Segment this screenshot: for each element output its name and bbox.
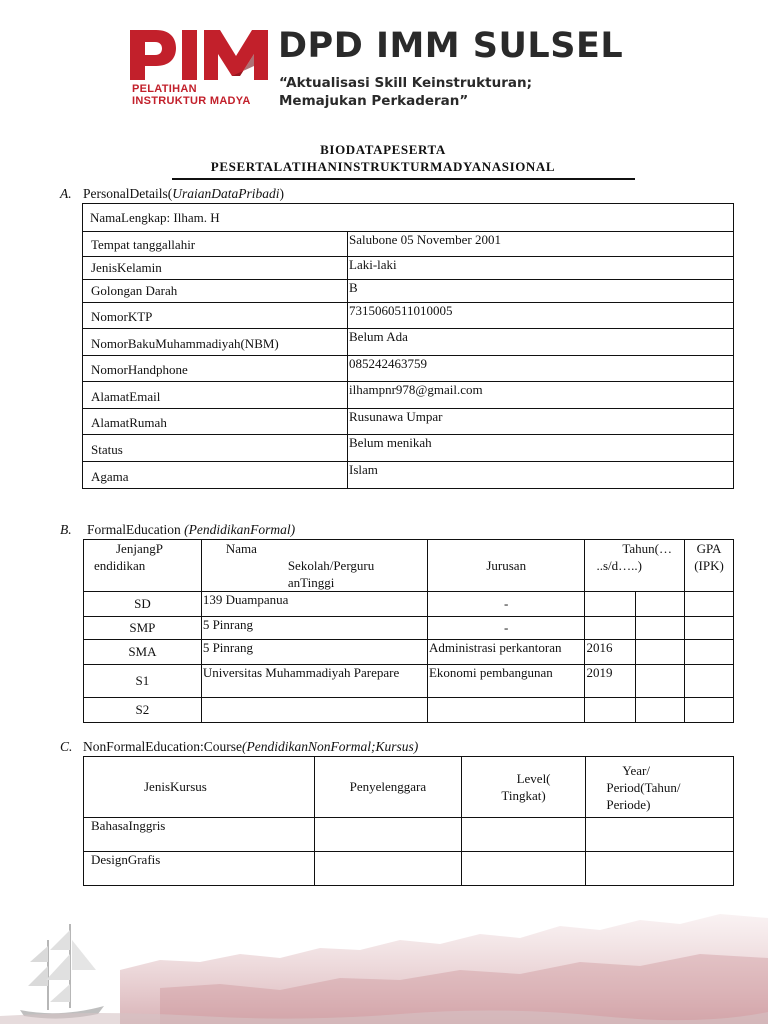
document-header	[128, 26, 668, 112]
header-penyelenggara: Penyelenggara	[315, 757, 462, 818]
row-label: NomorHandphone	[83, 356, 348, 382]
tagline-line2: Memajukan Perkaderan”	[279, 93, 469, 109]
cell-year-to	[636, 592, 685, 617]
section-b-label-italic: (PendidikanFormal)	[184, 522, 296, 537]
header-nama-l2: Sekolah/Perguru	[287, 558, 375, 573]
tagline	[279, 74, 532, 110]
section-c-label: NonFormalEducation:Course	[83, 739, 242, 754]
section-c-label-italic: (PendidikanNonFormal;Kursus)	[241, 739, 419, 754]
section-a-label: PersonalDetails(	[83, 186, 173, 201]
table-row	[83, 232, 734, 257]
table-row	[83, 329, 734, 356]
header-year-l2: Period(Tahun/	[606, 779, 681, 795]
section-b-heading	[60, 522, 295, 538]
table-row	[84, 665, 734, 698]
cell-major: -	[427, 617, 585, 640]
pim-logo-mark-icon	[128, 26, 274, 82]
logo-sub-line1: PELATIHAN	[132, 83, 197, 95]
table-row	[84, 818, 734, 852]
header-nama-l1: Nama	[225, 541, 257, 556]
cell-gpa	[685, 665, 734, 698]
row-value: B	[348, 280, 734, 303]
row-label: Status	[83, 435, 348, 462]
cell-school: 139 Duampanua	[201, 592, 427, 617]
row-label: Golongan Darah	[83, 280, 348, 303]
brand-title: DPD IMM SULSEL	[278, 26, 624, 66]
section-c-heading	[60, 739, 418, 755]
row-label: AlamatEmail	[83, 382, 348, 409]
header-jenjang-l1: JenjangP	[116, 541, 163, 556]
table-row	[84, 698, 734, 723]
header-period	[586, 757, 734, 818]
document-subtitle: PESERTALATIHANINSTRUKTURMADYANASIONAL	[210, 159, 556, 174]
table-row	[84, 640, 734, 665]
header-year-l1: Year/	[622, 762, 650, 778]
cell-level: S1	[84, 665, 202, 698]
cell-major	[427, 698, 585, 723]
cell-level: S2	[84, 698, 202, 723]
cell-year-to	[636, 640, 685, 665]
row-label: Tempat tanggallahir	[83, 232, 348, 257]
cell-year-to	[636, 617, 685, 640]
row-label: JenisKelamin	[83, 257, 348, 280]
footer-landscape-illustration	[0, 900, 768, 1024]
table-header-row	[84, 757, 734, 818]
cell-school: 5 Pinrang	[201, 617, 427, 640]
row-label: NomorBakuMuhammadiyah(NBM)	[83, 329, 348, 356]
section-a-label-italic: UraianDataPribadi	[172, 186, 280, 201]
full-name-cell: NamaLengkap: Ilham. H	[83, 204, 734, 232]
cell-gpa	[685, 640, 734, 665]
cell-gpa	[685, 592, 734, 617]
cell-school: 5 Pinrang	[201, 640, 427, 665]
row-value: Belum Ada	[348, 329, 734, 356]
table-header-row	[84, 540, 734, 592]
cell-year-to	[636, 698, 685, 723]
row-value: Salubone 05 November 2001	[348, 232, 734, 257]
header-level	[461, 757, 586, 818]
cell-gpa	[685, 617, 734, 640]
row-value: ilhampnr978@gmail.com	[348, 382, 734, 409]
formal-education-table	[83, 539, 734, 723]
header-tahun	[585, 540, 685, 592]
section-c-letter: C.	[60, 739, 73, 754]
header-tahun-l2: ..s/d…..)	[596, 558, 642, 573]
cell-year-from: 2019	[585, 665, 636, 698]
cell-jenis: DesignGrafis	[84, 852, 315, 886]
header-tahun-l1: Tahun(…	[622, 541, 673, 556]
table-row	[83, 409, 734, 435]
logo-sub-line2: INSTRUKTUR MADYA	[132, 95, 251, 107]
table-row	[83, 435, 734, 462]
header-level-l1: Level(	[516, 771, 551, 786]
document-title: BIODATAPESERTA	[320, 142, 446, 157]
cell-school: Universitas Muhammadiyah Parepare	[201, 665, 427, 698]
cell-major: Ekonomi pembangunan	[427, 665, 585, 698]
header-year-l3: Periode)	[606, 796, 651, 812]
cell-level: SMP	[84, 617, 202, 640]
section-a-label-end: )	[279, 186, 284, 201]
header-nama-l3: anTinggi	[287, 575, 335, 590]
cell-level	[461, 852, 586, 886]
row-label: Agama	[83, 462, 348, 489]
nonformal-education-table	[83, 756, 734, 886]
row-value: 085242463759	[348, 356, 734, 382]
cell-year-from: 2016	[585, 640, 636, 665]
section-b-letter: B.	[60, 522, 72, 537]
cell-jenis: BahasaInggris	[84, 818, 315, 852]
table-row	[84, 852, 734, 886]
header-gpa-l2: (IPK)	[694, 558, 724, 573]
header-level-l2: Tingkat)	[501, 788, 546, 803]
cell-year-to	[636, 665, 685, 698]
row-label: NomorKTP	[83, 303, 348, 329]
cell-level: SMA	[84, 640, 202, 665]
cell-penyelenggara	[315, 818, 462, 852]
header-jurusan: Jurusan	[427, 540, 585, 592]
row-value: Islam	[348, 462, 734, 489]
cell-penyelenggara	[315, 852, 462, 886]
row-value: 7315060511010005	[348, 303, 734, 329]
header-jenis-kursus: JenisKursus	[84, 757, 315, 818]
cell-year-from	[585, 592, 636, 617]
row-label: AlamatRumah	[83, 409, 348, 435]
header-gpa-l1: GPA	[696, 541, 722, 556]
table-row	[84, 617, 734, 640]
table-row	[83, 257, 734, 280]
cell-year-from	[585, 617, 636, 640]
table-row	[84, 592, 734, 617]
cell-major: -	[427, 592, 585, 617]
row-value: Laki-laki	[348, 257, 734, 280]
cell-year-from	[585, 698, 636, 723]
header-gpa	[685, 540, 734, 592]
table-row	[83, 356, 734, 382]
cell-level: SD	[84, 592, 202, 617]
cell-gpa	[685, 698, 734, 723]
header-nama-sekolah	[201, 540, 427, 592]
table-row	[83, 303, 734, 329]
cell-major: Administrasi perkantoran	[427, 640, 585, 665]
section-b-label: FormalEducation	[87, 522, 185, 537]
title-divider	[172, 178, 635, 180]
row-value: Rusunawa Umpar	[348, 409, 734, 435]
personal-details-table	[82, 203, 734, 489]
cell-period	[586, 852, 734, 886]
table-row	[83, 280, 734, 303]
tagline-line1: “Aktualisasi Skill Keinstrukturan;	[279, 75, 532, 91]
section-a-letter: A.	[60, 186, 72, 201]
cell-period	[586, 818, 734, 852]
sailing-ship-icon	[20, 924, 104, 1019]
header-jenjang	[84, 540, 202, 592]
header-jenjang-l2: endidikan	[94, 558, 146, 573]
row-value: Belum menikah	[348, 435, 734, 462]
table-row	[83, 462, 734, 489]
pim-logo	[128, 26, 274, 110]
cell-level	[461, 818, 586, 852]
cell-school	[201, 698, 427, 723]
section-a-heading	[60, 186, 284, 202]
table-row	[83, 382, 734, 409]
